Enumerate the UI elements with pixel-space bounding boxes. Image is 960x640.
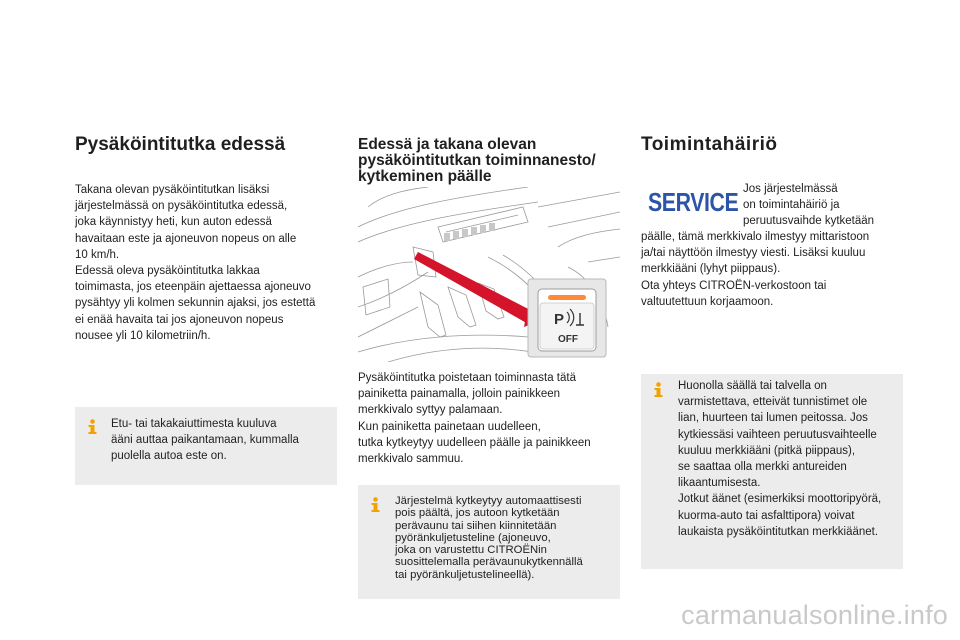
info-box-weather [641,374,903,569]
section-title-front-parking-sensor: Pysäköintitutka edessä [75,134,286,155]
section-title-malfunction: Toimintahäiriö [641,134,778,155]
info-icon [652,382,665,397]
info-box-speaker [75,407,337,485]
section-title-deactivation: Edessä ja takana olevan pysäköintitutkan toiminnanesto/ kytkeminen päälle [358,136,596,185]
watermark: carmanualsonline.info [681,600,948,630]
deactivation-description: Pysäköintitutka poistetaan toiminnasta tätä painiketta painamalla, jolloin painikkeen merkkivalo syttyy palamaan. Kun painiketta painetaan uudelleen, tutka kytkeytyy uudelleen päälle ja painikkeen merkkivalo sammuu. [358,372,591,466]
parking-sensor-off-button[interactable]: OFF [558,334,578,345]
info-text-speaker: Etu- tai takakaiuttimesta kuuluva ääni auttaa paikantamaan, kummalla puolella autoa este on. [111,418,299,462]
info-box-trailer [358,485,620,599]
info-icon [86,419,99,434]
dashboard-illustration [358,187,620,362]
svg-text:P: P [554,311,565,328]
indicator-led [548,295,586,300]
front-sensor-description: Takana olevan pysäköintitutkan lisäksi järjestelmässä on pysäköintitutka edessä, joka käynnistyy heti, kun auton edessä havaitaan este ja ajoneuvon nopeus on alle 10 km/h. Edessä oleva pysäköintitutka lakkaa toimimasta, jos eteenpäin ajettaessa ajoneuvo pysähtyy yli kolmen sekunnin ajaksi, jos estettä ei enää havaita tai jos ajoneuvon nopeus nousee yli 10 kilometriin/h. [75,184,316,342]
info-text-weather: Huonolla säällä tai talvella on varmistettava, etteivät tunnistimet ole lian, huurteen tai lumen peitossa. Jos kytkiessäsi vaihteen peruutusvaihteelle kuuluu merkkiääni (pitkä piippaus), se saattaa olla merkki antureiden likaantumisesta. Jotkut äänet (esimerkiksi moottoripyörä, kuorma-auto tai asfalttipora) voivat laukaista pysäköintitutkan merkkiäänet. [678,380,882,538]
malfunction-description: päälle, tämä merkkivalo ilmestyy mittaristoon ja/tai näyttöön ilmestyy viesti. Lisäksi kuuluu merkkiääni (lyhyt piippaus). Ota yhteys CITROËN-verkostoon tai valtuutettuun korjaamoon. [641,231,870,308]
info-text-trailer: Järjestelmä kytkeytyy automaattisesti pois päältä, jos autoon kytketään perävaunu tai siihen kiinnitetään pyöränkuljetusteline (ajoneuvo, joka on varustettu CITROËNin suosittelemalla perävaunukytkennällä tai pyöränkuljetustelineellä). [395,495,583,581]
info-icon [369,497,382,512]
malfunction-description-top: Jos järjestelmässä on toimintahäiriö ja peruutusvaihde kytketään [743,183,875,228]
service-warning-icon: SERVICE [648,187,739,217]
